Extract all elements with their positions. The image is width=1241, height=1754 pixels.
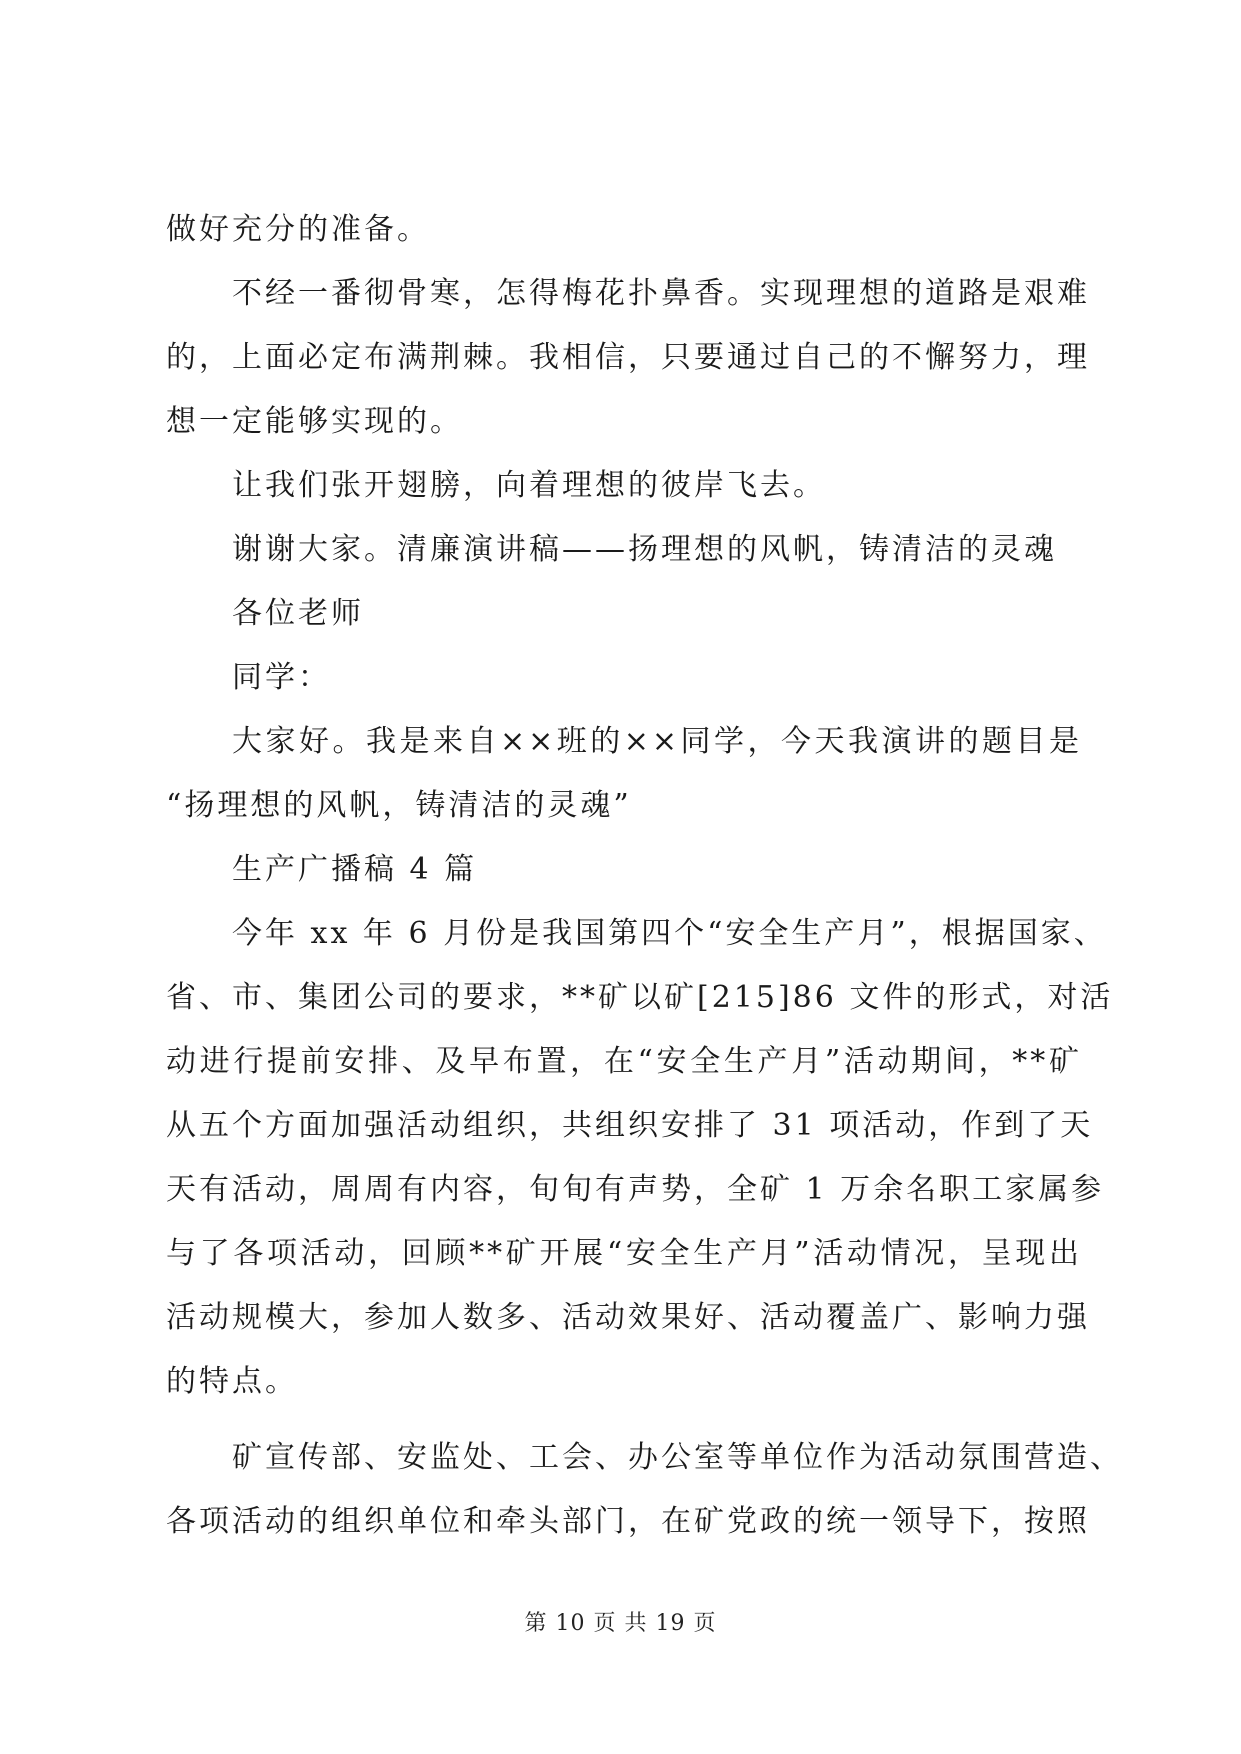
paragraph-line: 的特点。	[166, 1364, 298, 1399]
page-number: 第 10 页 共 19 页	[524, 1611, 717, 1636]
paragraph-line: 矿宣传部、安监处、工会、办公室等单位作为活动氛围营造、	[232, 1440, 1123, 1475]
paragraph-line: 天有活动，周周有内容，旬旬有声势，全矿 1 万余名职工家属参	[166, 1172, 1105, 1207]
paragraph-line: 从五个方面加强活动组织，共组织安排了 31 项活动，作到了天	[166, 1108, 1094, 1143]
paragraph-line: 活动规模大，参加人数多、活动效果好、活动覆盖广、影响力强	[166, 1300, 1090, 1335]
paragraph-line: 大家好。我是来自××班的××同学，今天我演讲的题目是	[232, 724, 1082, 759]
paragraph-line: 同学：	[232, 660, 331, 695]
document-body	[166, 198, 1123, 1554]
paragraph-line: 各项活动的组织单位和牵头部门，在矿党政的统一领导下，按照	[166, 1504, 1090, 1539]
section-heading: 生产广播稿 4 篇	[232, 852, 478, 887]
paragraph-line: 省、市、集团公司的要求，**矿以矿[215]86 文件的形式，对活	[166, 980, 1114, 1015]
paragraph-line: 想一定能够实现的。	[166, 404, 463, 439]
paragraph-line: 与了各项活动，回顾**矿开展“安全生产月”活动情况，呈现出	[166, 1236, 1082, 1271]
paragraph-line: “扬理想的风帆，铸清洁的灵魂”	[166, 788, 632, 823]
paragraph-line: 不经一番彻骨寒，怎得梅花扑鼻香。实现理想的道路是艰难	[232, 276, 1090, 311]
paragraph-line: 今年 xx 年 6 月份是我国第四个“安全生产月”，根据国家、	[232, 916, 1107, 951]
paragraph-spacer	[166, 1414, 1082, 1426]
paragraph-line: 做好充分的准备。	[166, 212, 430, 247]
paragraph-line: 谢谢大家。清廉演讲稿——扬理想的风帆，铸清洁的灵魂	[232, 532, 1057, 567]
paragraph-line: 各位老师	[232, 596, 364, 631]
paragraph-line: 的，上面必定布满荆棘。我相信，只要通过自己的不懈努力，理	[166, 340, 1090, 375]
paragraph-line: 让我们张开翅膀，向着理想的彼岸飞去。	[232, 468, 826, 503]
paragraph-line: 动进行提前安排、及早布置，在“安全生产月”活动期间，**矿	[166, 1044, 1082, 1079]
